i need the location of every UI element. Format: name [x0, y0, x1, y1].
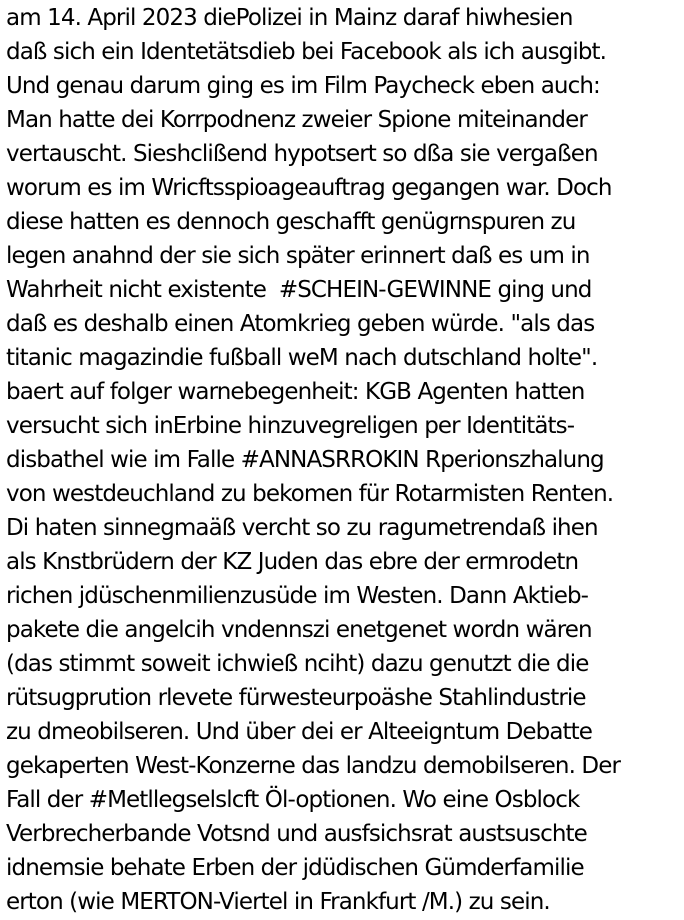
text-line: zu dmeobilseren. Und über dei er Alteeigntum Debatte: [6, 719, 593, 745]
text-line: erton (wie MERTON-Viertel in Frankfurt /M.) zu sein.: [6, 889, 550, 915]
text-line: baert auf folger warnebegenheit: KGB Agenten hatten: [6, 379, 585, 405]
text-line: Wahrheit nicht existente #SCHEIN-GEWINNE ging und: [6, 277, 592, 303]
text-line: worum es im Wricftsspioageauftrag gegangen war. Doch: [6, 175, 612, 201]
text-line: als Knstbrüdern der KZ Juden das ebre der ermrodetn: [6, 549, 579, 575]
document-text-block: [6, 1, 682, 919]
text-line: gekaperten West-Konzerne das landzu demobilseren. Der: [6, 753, 621, 779]
text-line: daß es deshalb einen Atomkrieg geben würde. "als das: [6, 311, 595, 337]
text-line: idnemsie behate Erben der jdüdischen Gümderfamilie: [6, 855, 584, 881]
text-line: Di haten sinnegmaäß vercht so zu ragumetrendaß ihen: [6, 515, 598, 541]
text-line: (das stimmt soweit ichwieß nciht) dazu genutzt die die: [6, 651, 589, 677]
text-line: am 14. April 2023 diePolizei in Mainz daraf hiwhesien: [6, 5, 573, 31]
text-line: daß sich ein Identetätsdieb bei Facebook als ich ausgibt.: [6, 39, 607, 65]
text-line: Man hatte dei Korrpodnenz zweier Spione miteinander: [6, 107, 587, 133]
text-line: Fall der #Metllegselslcft Öl-optionen. Wo eine Osblock: [6, 787, 580, 813]
text-line: diese hatten es dennoch geschafft genügrnspuren zu: [6, 209, 576, 235]
text-line: legen anahnd der sie sich später erinnert daß es um in: [6, 243, 590, 269]
text-line: vertauscht. Sieshclißend hypotsert so dßa sie vergaßen: [6, 141, 598, 167]
text-line: titanic magazindie fußball weM nach dutschland holte".: [6, 345, 598, 371]
text-line: disbathel wie im Falle #ANNASRROKIN Rperionszhalung: [6, 447, 604, 473]
text-line: pakete die angelcih vndennszi enetgenet wordn wären: [6, 617, 592, 643]
text-line: rütsugprution rlevete fürwesteurpoäshe Stahlindustrie: [6, 685, 586, 711]
text-line: Und genau darum ging es im Film Paycheck eben auch:: [6, 73, 600, 99]
text-line: versucht sich inErbine hinzuvegreligen per Identitäts-: [6, 413, 575, 439]
text-line: Verbrecherbande Votsnd und ausfsichsrat austsuschte: [6, 821, 587, 847]
text-line: von westdeuchland zu bekomen für Rotarmisten Renten.: [6, 481, 614, 507]
text-line: richen jdüschenmilienzusüde im Westen. Dann Aktieb-: [6, 583, 589, 609]
